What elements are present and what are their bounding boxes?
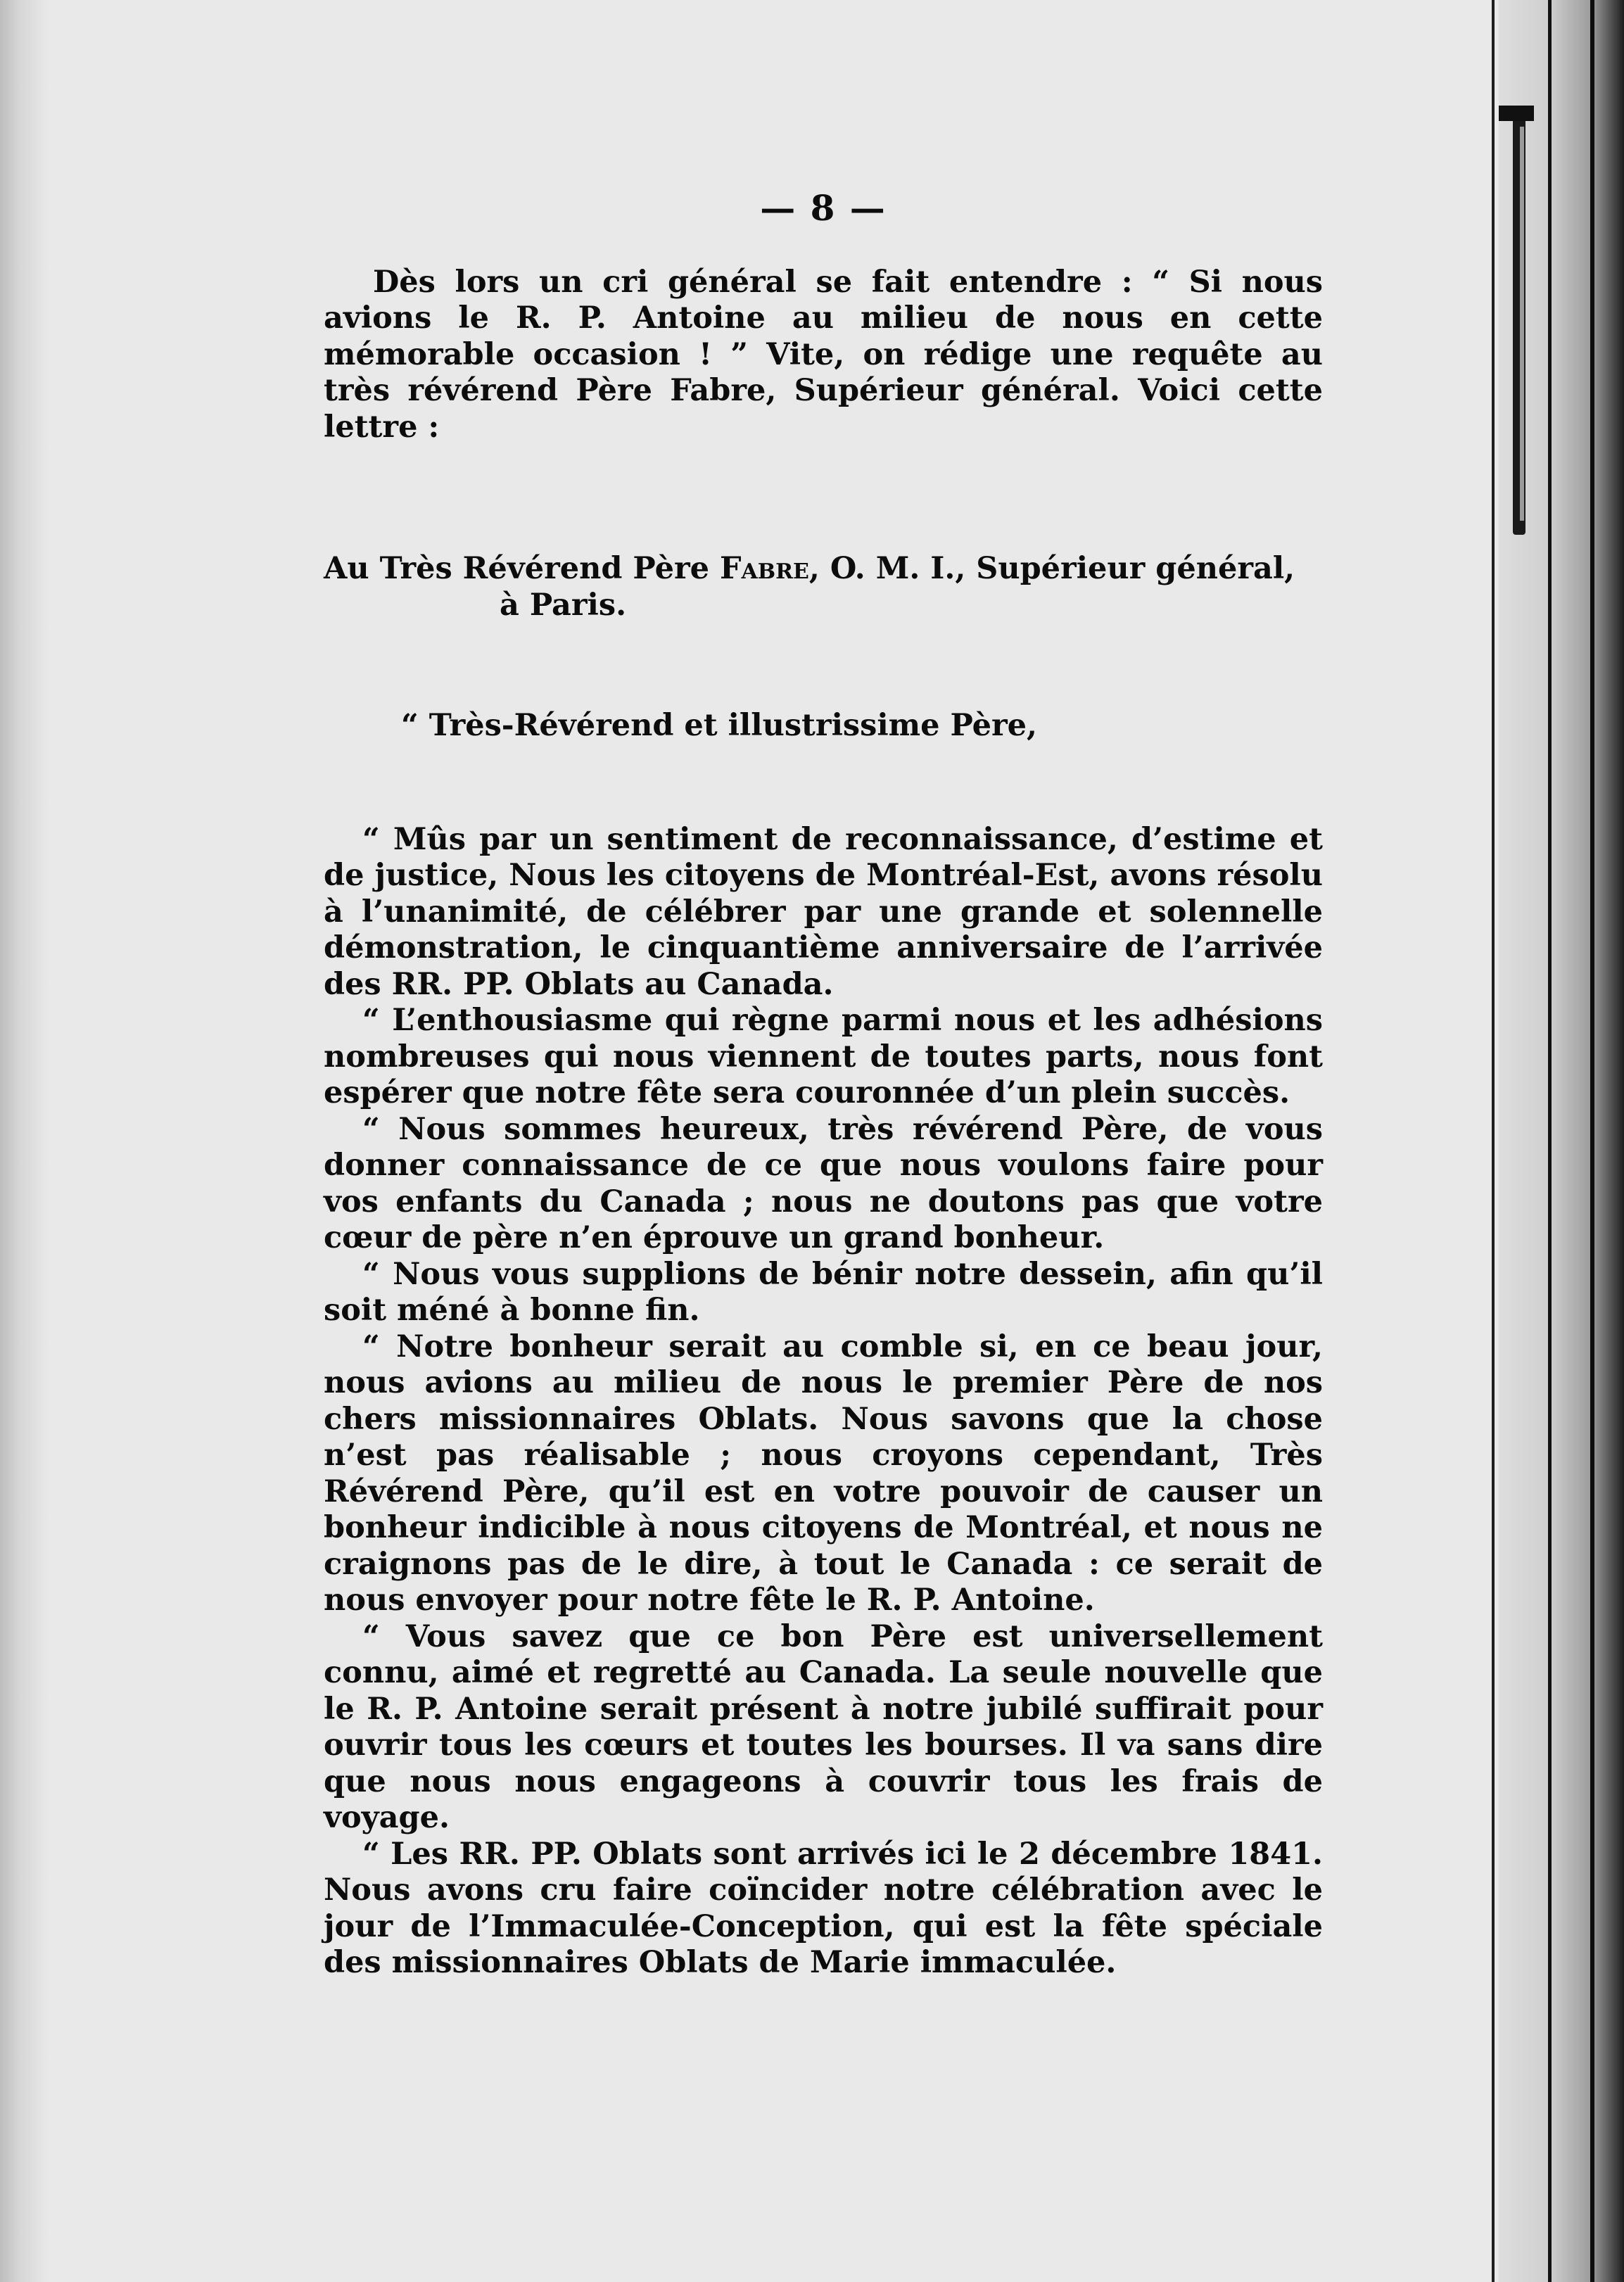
letter-address <box>324 551 1323 623</box>
letter-salutation: “ Très-Révérend et illustrissime Père, <box>401 708 1038 743</box>
intro-paragraph: Dès lors un cri général se fait entendre : “ Si nous avions le R. P. Antoine au milieu de nous en cette mémorable occasion ! ” Vite, on rédige une requête au très révérend Père Fabre, Supérieur général. Voici cette lettre : <box>324 264 1323 445</box>
binding-edge-line <box>1492 0 1495 2282</box>
letter-paragraph: “ Notre bonheur serait au comble si, en ce beau jour, nous avions au milieu de nous le premier Père de nos chers missionnaires Oblats. Nous savons que la chose n’est pas réalisable ; nous croyons cependant, Très Révérend Père, qu’il est en votre pouvoir de causer un bonheur indicible à nous citoyens de Montréal, et nous ne craignons pas de le dire, à tout le Canada : ce serait de nous envoyer pour notre fête le R. P. Antoine. <box>324 1329 1323 1618</box>
binding-clip-highlight <box>1520 127 1524 521</box>
letter-paragraph: “ Vous savez que ce bon Père est universellement connu, aimé et regretté au Canada. La seule nouvelle que le R. P. Antoine serait présent à notre jubilé suffirait pour ouvrir tous les cœurs et toutes les bourses. Il va sans dire que nous nous engageons à couvrir tous les frais de voyage. <box>324 1618 1323 1835</box>
address-suffix: , O. M. I., Supérieur général, <box>808 551 1295 586</box>
address-name: Fabre <box>719 551 809 586</box>
letter-paragraph: “ Nous vous supplions de bénir notre dessein, afin qu’il soit méné à bonne fin. <box>324 1256 1323 1328</box>
address-line-1 <box>324 551 1323 588</box>
letter-paragraph: “ Les RR. PP. Oblats sont arrivés ici le 2 décembre 1841. Nous avons cru faire coïncider notre célébration avec le jour de l’Immaculée-Conception, qui est la fête spéciale des missionnaires Oblats de Marie immaculée. <box>324 1836 1323 1980</box>
page-text-block <box>324 187 1323 1982</box>
letter-paragraph: “ L’enthousiasme qui règne parmi nous et les adhésions nombreuses qui nous viennent de toutes parts, nous font espérer que notre fête sera couronnée d’un plein succès. <box>324 1003 1323 1110</box>
binding-clip-cap <box>1499 106 1534 121</box>
letter-paragraph: “ Nous sommes heureux, très révérend Père, de vous donner connaissance de ce que nous voulons faire pour vos enfants du Canada ; nous ne doutons pas que votre cœur de père n’en éprouve un grand bonheur. <box>324 1111 1323 1255</box>
letter-paragraph: “ Mûs par un sentiment de reconnaissance, d’estime et de justice, Nous les citoyens de Montréal-Est, avons résolu à l’unanimité, de célébrer par une grande et solennelle démonstration, le cinquantième anniversaire de l’arrivée des RR. PP. Oblats au Canada. <box>324 821 1323 1002</box>
binding-edge-line <box>1590 0 1594 2282</box>
address-prefix: Au Très Révérend Père <box>324 551 709 586</box>
binding-edge-line <box>1548 0 1552 2282</box>
page-left-shadow <box>0 0 49 2282</box>
address-line-2: à Paris. <box>500 587 627 623</box>
page-number: — 8 — <box>760 187 887 229</box>
letter-body <box>324 822 1323 1982</box>
